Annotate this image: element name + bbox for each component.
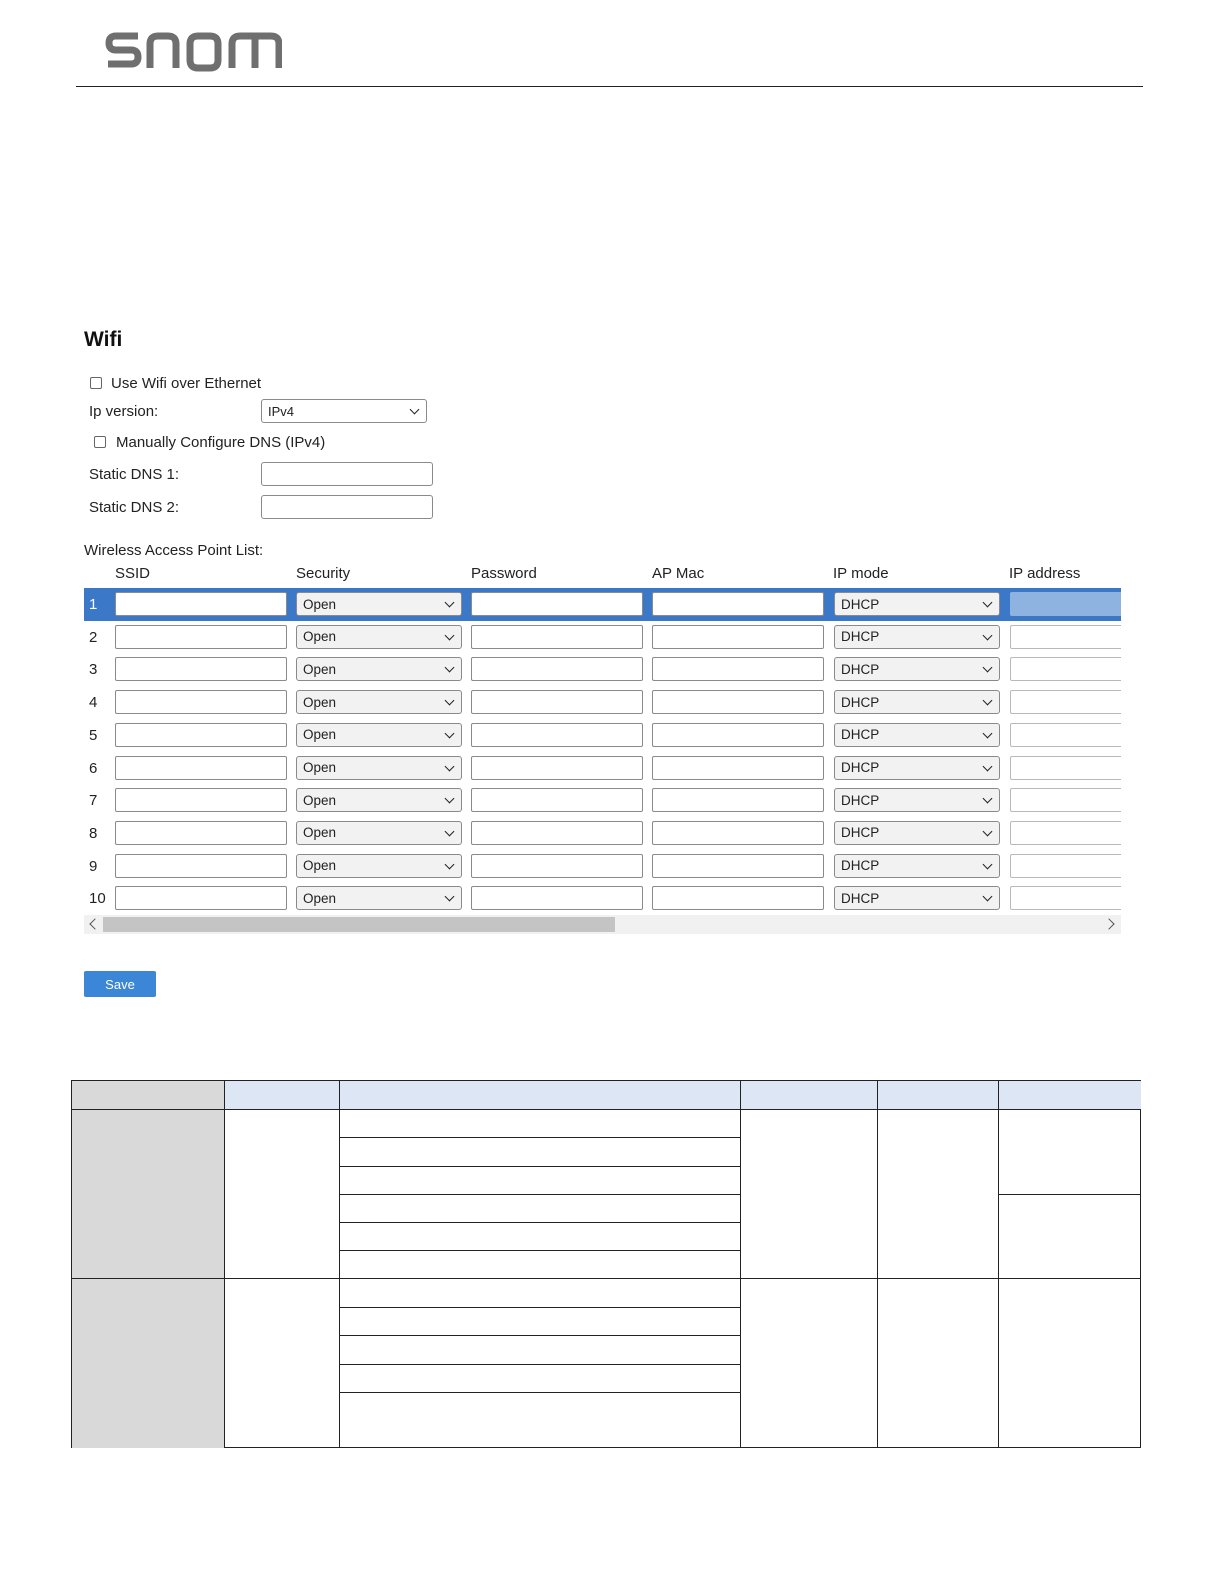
ip-mode-value: DHCP: [841, 596, 880, 612]
ssid-input[interactable]: [115, 625, 287, 649]
ap-list-label: Wireless Access Point List:: [84, 542, 264, 559]
chevron-down-icon: [983, 598, 993, 608]
security-value: Open: [303, 727, 337, 743]
ip-mode-value: DHCP: [841, 694, 880, 710]
ssid-input[interactable]: [115, 657, 287, 681]
column-header-ip-address: IP address: [1009, 565, 1081, 582]
table-header-cell: [72, 1081, 224, 1109]
table-divider: [339, 1194, 740, 1195]
scrollbar-thumb[interactable]: [103, 917, 615, 932]
ip-mode-select[interactable]: [834, 821, 1000, 845]
table-row[interactable]: [84, 850, 1121, 883]
password-input[interactable]: [471, 690, 643, 714]
section-title-wifi: Wifi: [84, 328, 123, 351]
ap-mac-input[interactable]: [652, 788, 824, 812]
chevron-down-icon: [445, 598, 455, 608]
ap-mac-input[interactable]: [652, 723, 824, 747]
ssid-input[interactable]: [115, 854, 287, 878]
security-value: Open: [303, 629, 337, 645]
security-select[interactable]: [296, 723, 462, 747]
ap-mac-input[interactable]: [652, 657, 824, 681]
table-row[interactable]: [84, 817, 1121, 850]
chevron-down-icon: [445, 794, 455, 804]
table-divider: [998, 1081, 999, 1448]
chevron-down-icon: [445, 761, 455, 771]
ip-address-input[interactable]: [1010, 657, 1121, 681]
row-number: 5: [89, 726, 98, 744]
ip-mode-select[interactable]: [834, 723, 1000, 747]
chevron-down-icon: [983, 761, 993, 771]
ssid-input[interactable]: [115, 592, 287, 616]
manual-dns-checkbox[interactable]: [94, 436, 106, 448]
security-value: Open: [303, 825, 337, 841]
ip-address-input[interactable]: [1010, 592, 1121, 616]
ip-mode-value: DHCP: [841, 890, 880, 906]
ap-list-table: [84, 588, 1121, 915]
table-divider: [339, 1335, 740, 1336]
security-select[interactable]: [296, 788, 462, 812]
table-header-cell: [224, 1081, 1141, 1109]
row-number: 4: [89, 694, 98, 712]
security-select[interactable]: [296, 756, 462, 780]
ip-mode-select[interactable]: [834, 592, 1000, 616]
security-select[interactable]: [296, 625, 462, 649]
chevron-down-icon: [983, 794, 993, 804]
ip-mode-value: DHCP: [841, 760, 880, 775]
security-value: Open: [303, 596, 337, 612]
chevron-down-icon: [983, 696, 993, 706]
ip-address-input[interactable]: [1010, 886, 1121, 910]
row-number: 2: [89, 628, 98, 646]
ap-mac-input[interactable]: [652, 756, 824, 780]
chevron-down-icon: [445, 728, 455, 738]
ip-mode-value: DHCP: [841, 792, 880, 808]
static-dns-1-input[interactable]: [261, 462, 433, 486]
manual-dns-label: Manually Configure DNS (IPv4): [116, 434, 326, 451]
svg-text:snom: snom: [104, 26, 107, 27]
table-divider: [740, 1081, 741, 1448]
security-value: Open: [303, 694, 337, 710]
snom-logo-graphic: [104, 26, 282, 74]
column-header-ssid: SSID: [115, 565, 151, 582]
table-row[interactable]: [84, 686, 1121, 719]
ip-mode-value: DHCP: [841, 727, 880, 743]
static-dns-1-label: Static DNS 1:: [89, 466, 180, 483]
ip-mode-value: DHCP: [841, 858, 880, 874]
ip-mode-select[interactable]: [834, 690, 1000, 714]
table-divider: [877, 1081, 878, 1448]
ip-version-label: Ip version:: [89, 403, 159, 420]
table-divider: [339, 1250, 740, 1251]
password-input[interactable]: [471, 886, 643, 910]
table-divider: [224, 1081, 225, 1448]
column-header-ap-mac: AP Mac: [652, 565, 705, 582]
table-row[interactable]: [84, 882, 1121, 915]
ip-mode-select[interactable]: [834, 756, 1000, 780]
row-number: 1: [89, 596, 98, 613]
horizontal-scrollbar[interactable]: [84, 915, 1121, 934]
ap-mac-input[interactable]: [652, 886, 824, 910]
password-input[interactable]: [471, 723, 643, 747]
security-value: Open: [303, 792, 337, 808]
static-dns-2-label: Static DNS 2:: [89, 499, 180, 516]
chevron-down-icon: [983, 630, 993, 640]
ip-address-input[interactable]: [1010, 756, 1121, 780]
password-input[interactable]: [471, 592, 643, 616]
ip-mode-value: DHCP: [841, 661, 880, 677]
chevron-down-icon: [983, 728, 993, 738]
security-value: Open: [303, 661, 337, 677]
ip-address-input[interactable]: [1010, 788, 1121, 812]
snom-logo: [104, 26, 282, 79]
chevron-down-icon: [983, 892, 993, 902]
ssid-input[interactable]: [115, 756, 287, 780]
table-divider: [998, 1194, 1140, 1195]
ip-address-input[interactable]: [1010, 723, 1121, 747]
ssid-input[interactable]: [115, 821, 287, 845]
row-number: 10: [89, 890, 106, 908]
chevron-down-icon: [445, 826, 455, 836]
ip-address-input[interactable]: [1010, 690, 1121, 714]
chevron-down-icon: [445, 696, 455, 706]
security-select[interactable]: [296, 657, 462, 681]
parameter-table: [71, 1080, 1141, 1448]
header-divider: [76, 86, 1143, 87]
security-select[interactable]: [296, 690, 462, 714]
password-input[interactable]: [471, 788, 643, 812]
password-input[interactable]: [471, 625, 643, 649]
password-input[interactable]: [471, 756, 643, 780]
table-row[interactable]: [84, 719, 1121, 752]
table-row[interactable]: [84, 784, 1121, 817]
chevron-down-icon: [445, 859, 455, 869]
security-value: Open: [303, 760, 337, 775]
chevron-down-icon: [983, 826, 993, 836]
chevron-down-icon: [983, 663, 993, 673]
security-select[interactable]: [296, 821, 462, 845]
ssid-input[interactable]: [115, 723, 287, 747]
row-number: 7: [89, 792, 98, 810]
password-input[interactable]: [471, 854, 643, 878]
ip-address-input[interactable]: [1010, 821, 1121, 845]
ip-mode-select[interactable]: [834, 788, 1000, 812]
use-wifi-over-ethernet-checkbox[interactable]: [90, 377, 102, 389]
password-input[interactable]: [471, 657, 643, 681]
chevron-down-icon: [445, 630, 455, 640]
chevron-down-icon: [445, 663, 455, 673]
security-select[interactable]: [296, 854, 462, 878]
ssid-input[interactable]: [115, 690, 287, 714]
ip-version-select[interactable]: [261, 399, 427, 423]
ip-mode-select[interactable]: [834, 657, 1000, 681]
ssid-input[interactable]: [115, 886, 287, 910]
save-button[interactable]: Save: [84, 971, 156, 997]
static-dns-2-input[interactable]: [261, 495, 433, 519]
table-divider: [339, 1364, 740, 1365]
table-row[interactable]: [84, 588, 1121, 621]
scroll-right-icon[interactable]: [1103, 918, 1114, 929]
ap-mac-input[interactable]: [652, 592, 824, 616]
table-divider: [339, 1222, 740, 1223]
ap-mac-input[interactable]: [652, 690, 824, 714]
ip-mode-select[interactable]: [834, 625, 1000, 649]
ip-mode-value: DHCP: [841, 825, 880, 841]
table-divider: [72, 1278, 1140, 1279]
column-header-security: Security: [296, 565, 351, 582]
scroll-left-icon[interactable]: [89, 918, 100, 929]
table-divider: [339, 1137, 740, 1138]
ip-address-input[interactable]: [1010, 854, 1121, 878]
chevron-down-icon: [983, 859, 993, 869]
ap-mac-input[interactable]: [652, 625, 824, 649]
ip-mode-value: DHCP: [841, 629, 880, 645]
table-divider: [72, 1109, 1140, 1110]
ip-version-value: IPv4: [268, 403, 295, 419]
chevron-down-icon: [410, 405, 420, 415]
row-number: 6: [89, 759, 98, 777]
security-value: Open: [303, 890, 337, 906]
row-number: 9: [89, 857, 98, 875]
ap-mac-input[interactable]: [652, 854, 824, 878]
use-wifi-over-ethernet-label: Use Wifi over Ethernet: [111, 375, 262, 392]
ip-mode-select[interactable]: [834, 886, 1000, 910]
column-header-password: Password: [471, 565, 537, 582]
table-divider: [339, 1392, 740, 1393]
security-select[interactable]: [296, 592, 462, 616]
table-row[interactable]: [84, 653, 1121, 686]
row-number: 3: [89, 661, 98, 679]
ssid-input[interactable]: [115, 788, 287, 812]
ip-address-input[interactable]: [1010, 625, 1121, 649]
ap-mac-input[interactable]: [652, 821, 824, 845]
security-value: Open: [303, 858, 337, 874]
chevron-down-icon: [445, 892, 455, 902]
table-divider: [339, 1307, 740, 1308]
security-select[interactable]: [296, 886, 462, 910]
table-row[interactable]: [84, 621, 1121, 654]
password-input[interactable]: [471, 821, 643, 845]
row-number: 8: [89, 824, 98, 842]
table-divider: [339, 1166, 740, 1167]
ip-mode-select[interactable]: [834, 854, 1000, 878]
table-row[interactable]: [84, 752, 1121, 785]
column-header-ip-mode: IP mode: [833, 565, 889, 582]
